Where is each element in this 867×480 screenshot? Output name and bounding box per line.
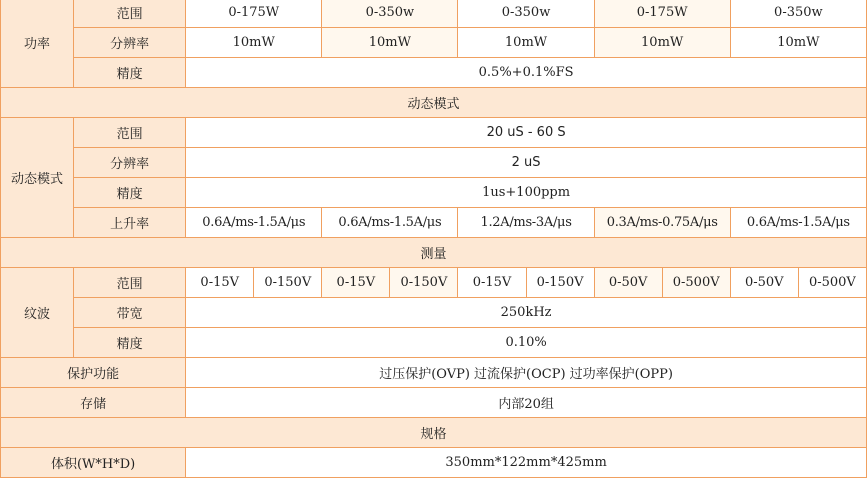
power-range-2: 0-350w [322,0,458,28]
dynamic-slew-5: 0.6A/ms-1.5A/μs [730,208,866,238]
ripple-label: 纹波 [1,268,74,358]
dynamic-resolution-label: 分辨率 [74,148,186,178]
power-resolution-row [1,28,867,58]
dynamic-range-value: 20 uS - 60 S [186,118,867,148]
power-range-4: 0-175W [594,0,730,28]
dynamic-slew-3: 1.2A/ms-3A/μs [458,208,594,238]
storage-row [1,388,867,418]
dynamic-range-row [1,118,867,148]
power-accuracy-value: 0.5%+0.1%FS [186,58,867,88]
ripple-range-3: 0-15V [322,268,390,298]
dynamic-accuracy-label: 精度 [74,178,186,208]
power-resolution-2: 10mW [322,28,458,58]
ripple-range-5: 0-15V [458,268,526,298]
storage-value: 内部20组 [186,388,867,418]
protection-label: 保护功能 [1,358,186,388]
volume-label: 体积(W*H*D) [1,448,186,478]
ripple-range-4: 0-150V [390,268,458,298]
volume-value: 350mm*122mm*425mm [186,448,867,478]
ripple-bandwidth-label: 带宽 [74,298,186,328]
ripple-bandwidth-row [1,298,867,328]
power-resolution-label: 分辨率 [74,28,186,58]
dynamic-slew-2: 0.6A/ms-1.5A/μs [322,208,458,238]
measure-section-header: 测量 [1,238,867,268]
ripple-range-7: 0-50V [594,268,662,298]
dynamic-label: 动态模式 [1,118,74,238]
spec-section-header: 规格 [1,418,867,448]
spec-header-row [1,418,867,448]
ripple-range-2: 0-150V [254,268,322,298]
dynamic-slew-4: 0.3A/ms-0.75A/μs [594,208,730,238]
power-accuracy-label: 精度 [74,58,186,88]
dynamic-accuracy-value: 1us+100ppm [186,178,867,208]
ripple-range-9: 0-50V [730,268,798,298]
ripple-bandwidth-value: 250kHz [186,298,867,328]
ripple-range-8: 0-500V [662,268,730,298]
dynamic-section-header: 动态模式 [1,88,867,118]
dynamic-slew-row [1,208,867,238]
ripple-accuracy-row [1,328,867,358]
dynamic-header-row [1,88,867,118]
dynamic-slew-1: 0.6A/ms-1.5A/μs [186,208,322,238]
power-accuracy-row [1,58,867,88]
dynamic-resolution-row [1,148,867,178]
power-range-row [1,0,867,28]
ripple-accuracy-value: 0.10% [186,328,867,358]
ripple-range-row [1,268,867,298]
dynamic-resolution-value: 2 uS [186,148,867,178]
ripple-accuracy-label: 精度 [74,328,186,358]
power-resolution-4: 10mW [594,28,730,58]
ripple-range-10: 0-500V [798,268,866,298]
power-resolution-1: 10mW [186,28,322,58]
dynamic-range-label: 范围 [74,118,186,148]
power-range-label: 范围 [74,0,186,28]
protection-row [1,358,867,388]
volume-row [1,448,867,478]
storage-label: 存储 [1,388,186,418]
power-range-5: 0-350w [730,0,866,28]
power-resolution-5: 10mW [730,28,866,58]
power-resolution-3: 10mW [458,28,594,58]
ripple-range-label: 范围 [74,268,186,298]
dynamic-accuracy-row [1,178,867,208]
ripple-range-6: 0-150V [526,268,594,298]
power-range-1: 0-175W [186,0,322,28]
dynamic-slew-label: 上升率 [74,208,186,238]
ripple-range-1: 0-15V [186,268,254,298]
power-range-3: 0-350w [458,0,594,28]
protection-value: 过压保护(OVP) 过流保护(OCP) 过功率保护(OPP) [186,358,867,388]
measure-header-row [1,238,867,268]
power-label: 功率 [1,0,74,88]
